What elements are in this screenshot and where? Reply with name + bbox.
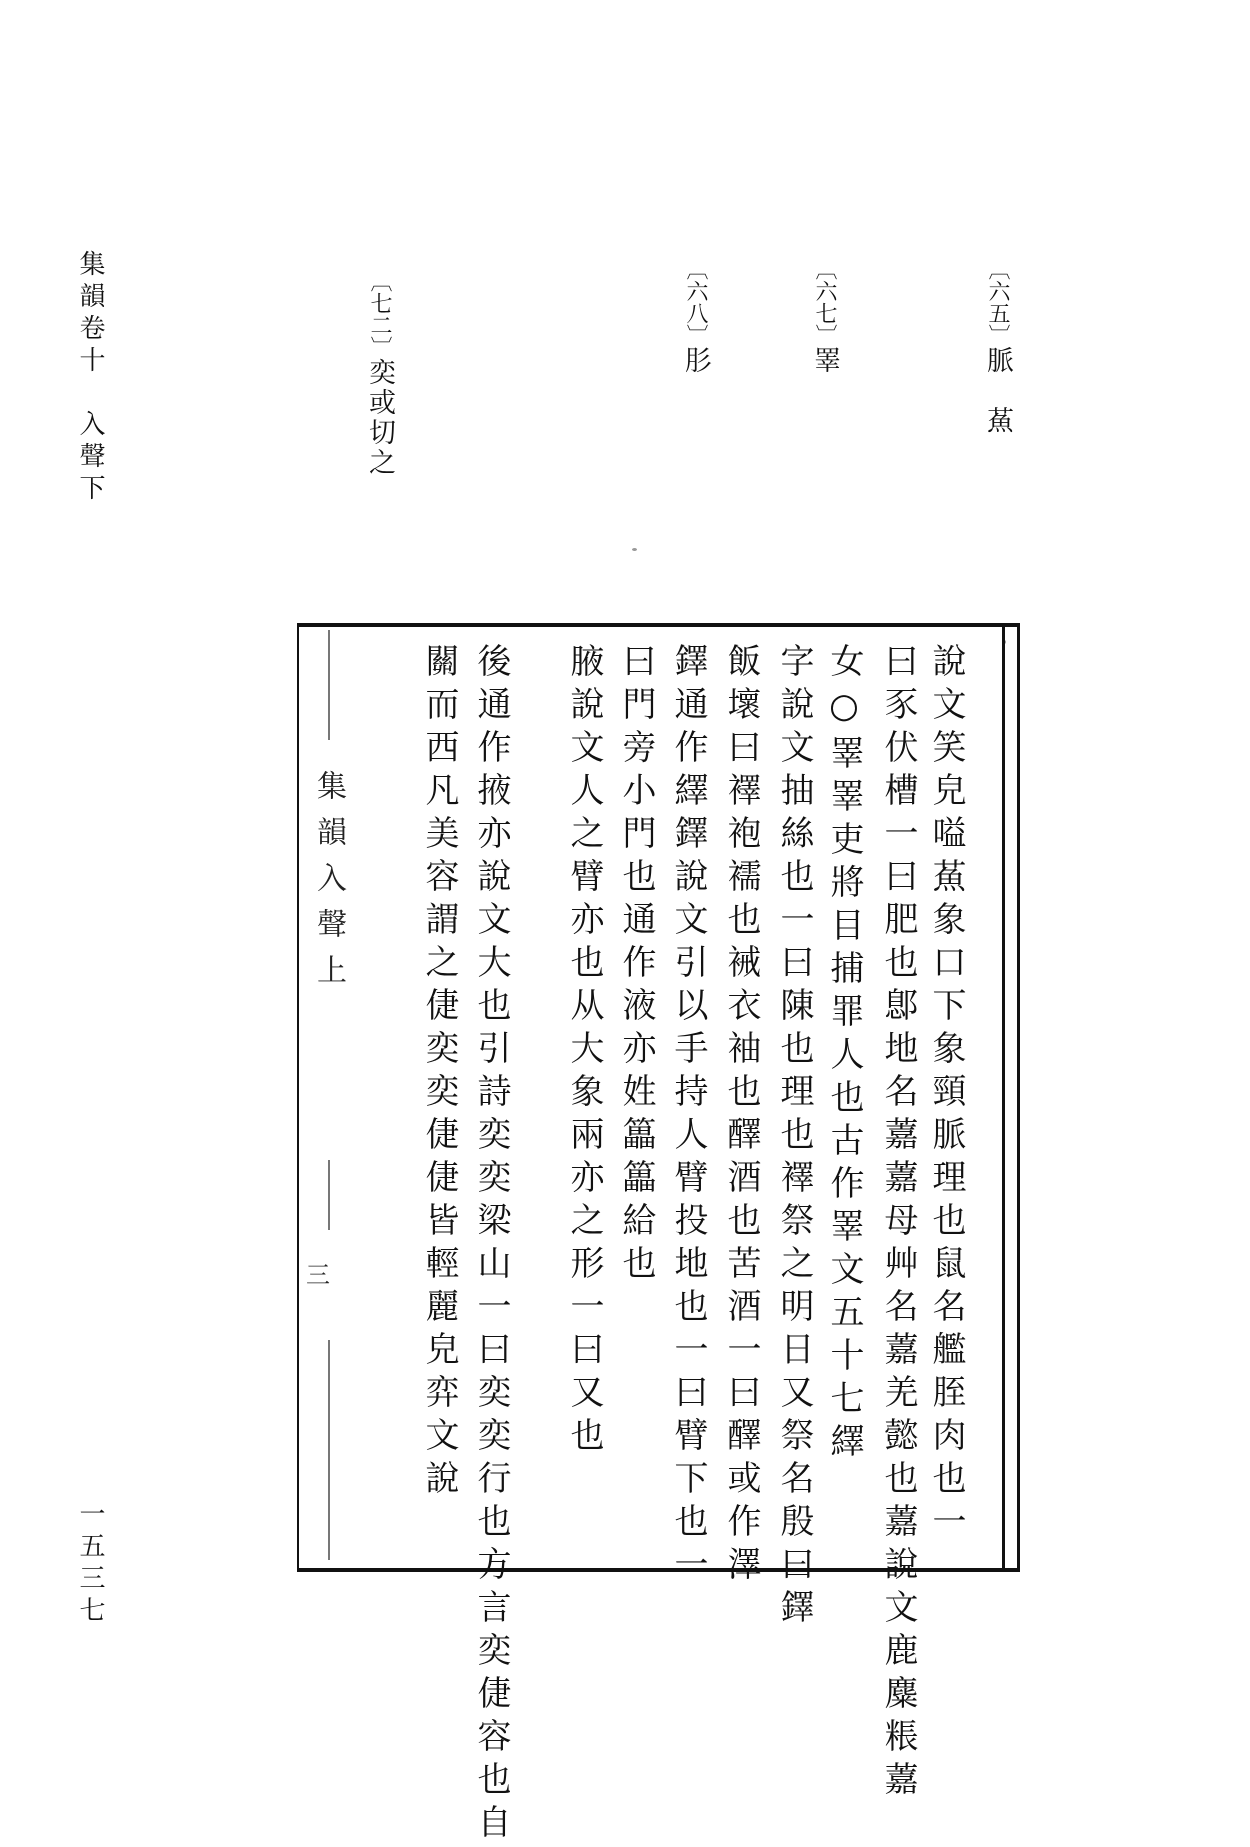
fold-margin-number: 三 [306, 1261, 330, 1289]
fold-rule [328, 630, 330, 740]
note-text: 脈 䔡 [982, 346, 1013, 436]
text-column-5: 飯壞曰襗袍襦也裓衣袖也醳酒也苦酒一曰醳或作澤 [721, 643, 761, 1589]
text-column-10: 關而西凡美容謂之倢奕奕倢倢皆輕麗皃弈文說 [419, 643, 459, 1503]
note-text: 奕或切之 [364, 358, 395, 478]
text-column-8: 腋說文人之臂亦也从大象兩亦之形一曰又也 [564, 643, 604, 1460]
page-number: 一五三七 [75, 1500, 105, 1628]
note-number: 〔六七〕 [812, 258, 837, 346]
text-block-frame [297, 623, 1020, 1847]
fold-rule [328, 1340, 330, 1560]
note-68 [676, 258, 715, 376]
text-column-9: 後通作掖亦說文大也引詩奕奕梁山一曰奕奕行也方言奕倢容也自 [471, 643, 511, 1847]
text-column-6: 鐸通作繹鐸說文引以手持人臂投地也一曰臂下也一 [668, 643, 708, 1589]
speck [632, 548, 637, 551]
text-column-7: 曰門旁小門也通作液亦姓䉪䉪給也 [616, 643, 656, 1288]
note-text: 睪 [809, 346, 840, 376]
text-column-4: 字說文抽絲也一曰陳也理也襗祭之明日又祭名殷曰鐸 [774, 643, 814, 1632]
note-number: 〔六五〕 [985, 258, 1010, 346]
fold-rule [328, 1160, 330, 1230]
frame-inner-rule [1002, 627, 1005, 1568]
text-column-3: 女○睪睪吏將目捕罪人也古作睪文五十七繹 [824, 643, 864, 1466]
text-column-2: 曰豕伏槽一曰肥也鄎地名䕒䕒母艸名䕒羌懿也䕒說文鹿麋粻䕒 [878, 643, 918, 1804]
text-column-1: 說文笑皃嗌䔡象口下象頸脈理也鼠名艦胵肉也一 [926, 643, 966, 1546]
note-text: 肜 [680, 346, 711, 376]
note-number: 〔六八〕 [683, 258, 708, 346]
fold-margin-title: 集韻入聲上 [311, 770, 346, 1000]
note-72 [360, 270, 399, 478]
note-number: 〔七二〕 [367, 270, 392, 358]
note-65 [978, 258, 1017, 436]
note-67 [805, 258, 844, 376]
page-header: 集韻卷十 入聲下 [75, 250, 105, 506]
